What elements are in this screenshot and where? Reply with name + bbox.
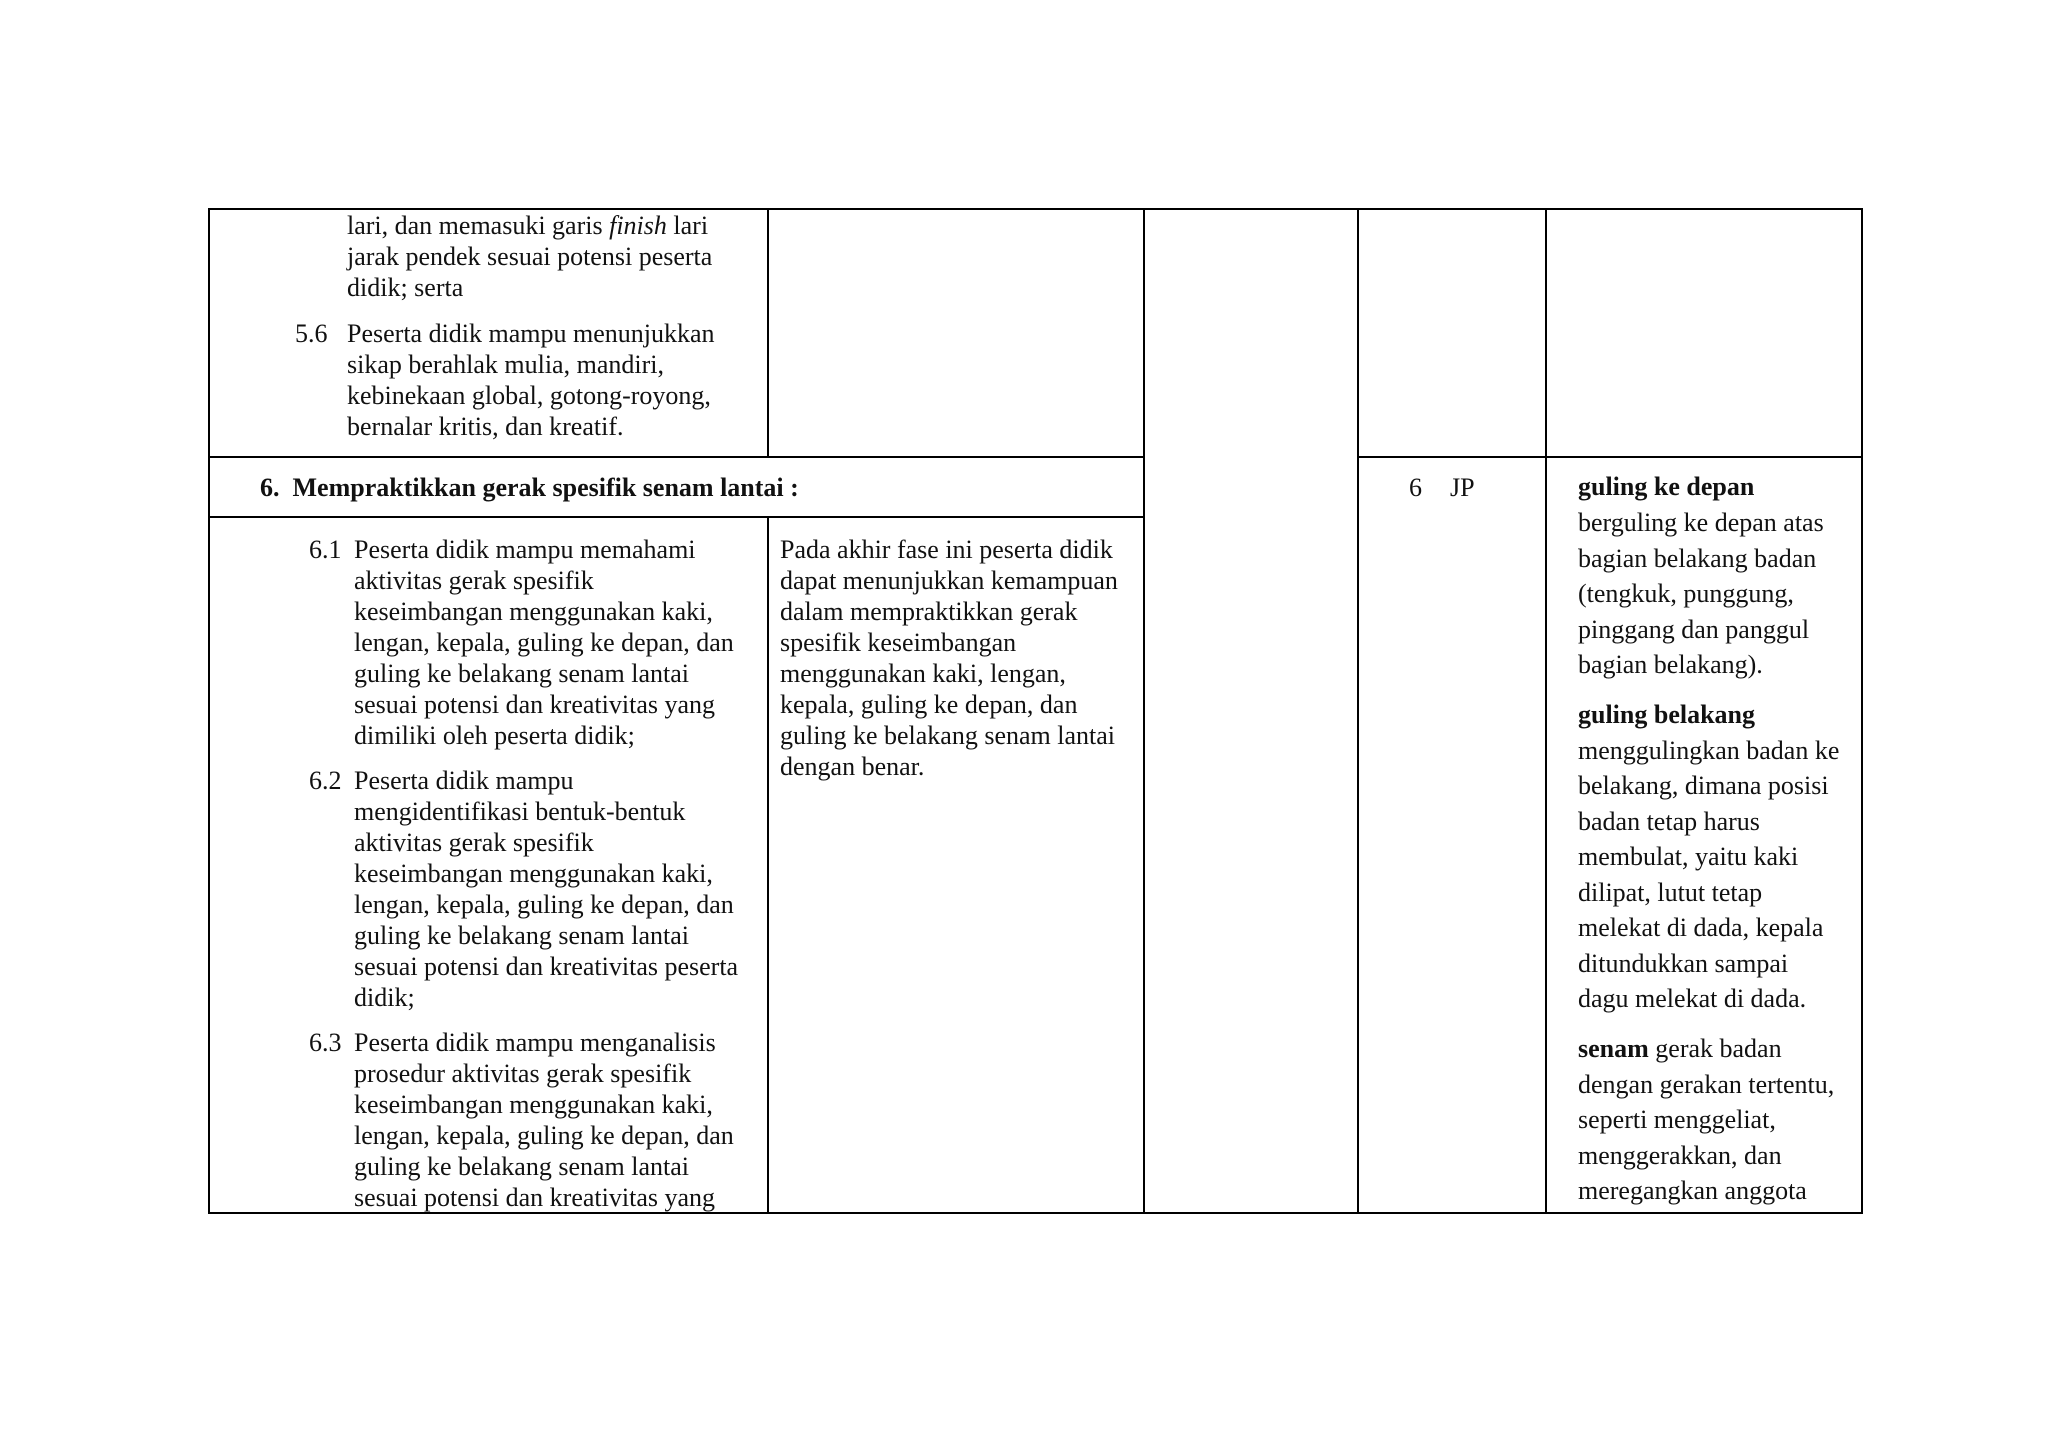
glossary-entry-senam (1578, 1031, 1782, 1067)
jp-number: 6 (1409, 473, 1422, 502)
row5-line3: didik; serta (347, 273, 464, 302)
row5-line1-italic: finish (609, 211, 667, 240)
capaian-line: dapat menunjukkan kemampuan (780, 566, 1118, 595)
item-6-2-line: sesuai potensi dan kreativitas peserta (354, 952, 739, 981)
row-divider-section6-top (208, 456, 1144, 458)
capaian-line: kepala, guling ke depan, dan (780, 690, 1078, 719)
item-6-2-line: didik; (354, 983, 415, 1012)
jp-unit: JP (1450, 473, 1475, 502)
col-divider-3 (1357, 208, 1359, 1214)
capaian-line: guling ke belakang senam lantai (780, 721, 1116, 750)
glossary-definition-line: badan tetap harus (1578, 807, 1760, 836)
col-divider-2 (1143, 208, 1145, 1214)
item-6-1-line: dimiliki oleh peserta didik; (354, 721, 635, 750)
glossary-definition-line: dilipat, lutut tetap (1578, 878, 1763, 907)
item-6-2-line: guling ke belakang senam lantai (354, 921, 690, 950)
item-6-3-line: guling ke belakang senam lantai (354, 1152, 690, 1181)
item-6-3-line: keseimbangan menggunakan kaki, (354, 1090, 713, 1119)
item-6-1-line: guling ke belakang senam lantai (354, 659, 690, 688)
glossary-definition-line: membulat, yaitu kaki (1578, 842, 1799, 871)
col-divider-1-bottom (767, 517, 769, 1214)
item-5-6-number: 5.6 (295, 319, 328, 348)
glossary-definition-line: pinggang dan panggul (1578, 615, 1810, 644)
table-border-right (1861, 208, 1863, 1214)
capaian-line: Pada akhir fase ini peserta didik (780, 535, 1113, 564)
capaian-line: dengan benar. (780, 752, 925, 781)
glossary-definition-line: dagu melekat di dada. (1578, 984, 1807, 1013)
item-6-3-number: 6.3 (309, 1028, 342, 1057)
col-divider-4 (1545, 208, 1547, 1214)
glossary-term: guling ke depan (1578, 472, 1755, 501)
item-6-3-line: sesuai potensi dan kreativitas yang (354, 1183, 716, 1212)
item-6-2-line: keseimbangan menggunakan kaki, (354, 859, 713, 888)
table-border-left (208, 208, 210, 1214)
item-6-1-line: aktivitas gerak spesifik (354, 566, 594, 595)
glossary-definition-line: belakang, dimana posisi (1578, 771, 1829, 800)
capaian-line: dalam mempraktikkan gerak (780, 597, 1078, 626)
glossary-definition-line: berguling ke depan atas (1578, 508, 1824, 537)
glossary-definition-line: ditundukkan sampai (1578, 949, 1789, 978)
item-6-1-line: Peserta didik mampu memahami (354, 535, 696, 564)
item-5-6-line: bernalar kritis, dan kreatif. (347, 412, 624, 441)
item-6-1-line: sesuai potensi dan kreativitas yang (354, 690, 716, 719)
row5-line1-pre: lari, dan memasuki garis (347, 211, 610, 240)
glossary-term: senam (1578, 1034, 1649, 1063)
item-5-6-line: kebinekaan global, gotong-royong, (347, 381, 711, 410)
row5-line1 (347, 210, 708, 241)
capaian-line: menggunakan kaki, lengan, (780, 659, 1066, 688)
glossary-definition-line: menggulingkan badan ke (1578, 736, 1840, 765)
row5-line2: jarak pendek sesuai potensi peserta (347, 242, 713, 271)
item-6-2-line: Peserta didik mampu (354, 766, 574, 795)
item-6-3-line: lengan, kepala, guling ke depan, dan (354, 1121, 734, 1150)
glossary-definition-line: meregangkan anggota (1578, 1176, 1807, 1205)
item-6-2-number: 6.2 (309, 766, 342, 795)
row5-line1-post: lari (666, 211, 709, 240)
section-6-heading: 6. Mempraktikkan gerak spesifik senam lantai : (260, 473, 799, 502)
glossary-definition-line: seperti menggeliat, (1578, 1105, 1776, 1134)
glossary-definition-line: (tengkuk, punggung, (1578, 579, 1794, 608)
item-6-3-line: prosedur aktivitas gerak spesifik (354, 1059, 692, 1088)
item-5-6-line: sikap berahlak mulia, mandiri, (347, 350, 664, 379)
item-6-3-line: Peserta didik mampu menganalisis (354, 1028, 716, 1057)
capaian-line: spesifik keseimbangan (780, 628, 1017, 657)
item-6-1-number: 6.1 (309, 535, 342, 564)
item-5-6-line: Peserta didik mampu menunjukkan (347, 319, 715, 348)
glossary-definition-line: menggerakkan, dan (1578, 1141, 1782, 1170)
glossary-definition-line: melekat di dada, kepala (1578, 913, 1824, 942)
glossary-definition-start: gerak badan (1648, 1034, 1782, 1063)
glossary-definition-line: bagian belakang). (1578, 650, 1763, 679)
row-divider-heading-bottom (208, 516, 1144, 518)
item-6-2-line: lengan, kepala, guling ke depan, dan (354, 890, 734, 919)
item-6-2-line: mengidentifikasi bentuk-bentuk (354, 797, 686, 826)
glossary-definition-line: bagian belakang badan (1578, 544, 1817, 573)
glossary-term: guling belakang (1578, 700, 1756, 729)
col-divider-1-top (767, 208, 769, 457)
item-6-1-line: keseimbangan menggunakan kaki, (354, 597, 713, 626)
item-6-1-line: lengan, kepala, guling ke depan, dan (354, 628, 734, 657)
glossary-definition-line: dengan gerakan tertentu, (1578, 1070, 1835, 1099)
item-6-2-line: aktivitas gerak spesifik (354, 828, 594, 857)
row-divider-section6-top-right (1357, 456, 1862, 458)
